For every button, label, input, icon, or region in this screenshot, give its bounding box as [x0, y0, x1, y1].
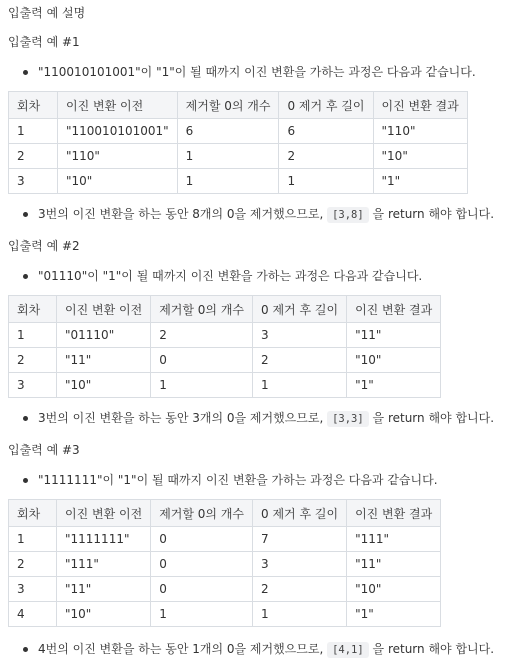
example-1-table — [8, 91, 468, 194]
cell: "1" — [347, 373, 441, 398]
table-row — [9, 602, 441, 627]
example-3-table — [8, 499, 441, 627]
cell: 1 — [253, 373, 347, 398]
answer-code: [4,1] — [327, 642, 369, 658]
conclusion-tail: 을 return 해야 합니다. — [372, 411, 495, 425]
cell: "111" — [57, 552, 151, 577]
cell: "01110" — [57, 323, 151, 348]
cell: 3 — [9, 373, 57, 398]
cell: 0 — [151, 348, 253, 373]
example-3-intro-list — [0, 471, 438, 489]
cell: 2 — [151, 323, 253, 348]
cell: 1 — [151, 373, 253, 398]
example-3-intro: "1111111"이 "1"이 될 때까지 이진 변환을 가하는 과정은 다음과 같습니다. — [0, 471, 438, 489]
example-2-intro-list — [0, 267, 422, 285]
cell: "110" — [58, 144, 178, 169]
cell: 1 — [9, 119, 58, 144]
example-3-conclusion — [0, 640, 494, 659]
cell: "110010101001" — [58, 119, 178, 144]
cell: 1 — [177, 169, 279, 194]
cell: 1 — [9, 527, 57, 552]
cell: 2 — [253, 577, 347, 602]
cell: 1 — [177, 144, 279, 169]
cell: "11" — [347, 323, 441, 348]
cell: 1 — [279, 169, 373, 194]
conclusion-text: 4번의 이진 변환을 하는 동안 1개의 0을 제거했으므로, — [38, 642, 324, 656]
cell: "10" — [58, 169, 178, 194]
cell: "10" — [57, 602, 151, 627]
table-header-row — [9, 296, 441, 323]
cell: 6 — [177, 119, 279, 144]
table-row — [9, 577, 441, 602]
example-2-intro: "01110"이 "1"이 될 때까지 이진 변환을 가하는 과정은 다음과 같습니다. — [0, 267, 422, 285]
cell: "11" — [57, 348, 151, 373]
example-1-intro-list — [0, 63, 476, 81]
col-zeros-removed: 제거할 0의 개수 — [151, 500, 253, 527]
cell: 2 — [253, 348, 347, 373]
example-2-conclusion — [0, 409, 494, 428]
cell: "11" — [57, 577, 151, 602]
col-round: 회차 — [9, 296, 57, 323]
cell: "10" — [57, 373, 151, 398]
cell: 0 — [151, 552, 253, 577]
table-row — [9, 552, 441, 577]
cell: 3 — [253, 552, 347, 577]
table-header-row — [9, 500, 441, 527]
col-result: 이진 변환 결과 — [347, 500, 441, 527]
table-row — [9, 144, 468, 169]
cell: "111" — [347, 527, 441, 552]
cell: 2 — [279, 144, 373, 169]
conclusion-tail: 을 return 해야 합니다. — [372, 642, 495, 656]
col-before: 이진 변환 이전 — [58, 92, 178, 119]
col-before: 이진 변환 이전 — [57, 500, 151, 527]
conclusion-text: 3번의 이진 변환을 하는 동안 3개의 0을 제거했으므로, — [38, 411, 324, 425]
table-header-row — [9, 92, 468, 119]
cell: 7 — [253, 527, 347, 552]
col-round: 회차 — [9, 500, 57, 527]
example-3-conclusion-list — [0, 640, 494, 659]
cell: "10" — [373, 144, 467, 169]
cell: "1" — [347, 602, 441, 627]
cell: 2 — [9, 348, 57, 373]
cell: "1" — [373, 169, 467, 194]
col-before: 이진 변환 이전 — [57, 296, 151, 323]
cell: 0 — [151, 577, 253, 602]
cell: 3 — [9, 169, 58, 194]
table-row — [9, 169, 468, 194]
conclusion-text: 3번의 이진 변환을 하는 동안 8개의 0을 제거했으므로, — [38, 207, 324, 221]
table-row — [9, 323, 441, 348]
col-zeros-removed: 제거할 0의 개수 — [177, 92, 279, 119]
table-row — [9, 527, 441, 552]
cell: 2 — [9, 144, 58, 169]
cell: 2 — [9, 552, 57, 577]
example-1-conclusion — [0, 205, 494, 224]
cell: 0 — [151, 527, 253, 552]
table-row — [9, 119, 468, 144]
col-length-after: 0 제거 후 길이 — [253, 500, 347, 527]
cell: "1111111" — [57, 527, 151, 552]
cell: 1 — [151, 602, 253, 627]
col-result: 이진 변환 결과 — [347, 296, 441, 323]
cell: 3 — [253, 323, 347, 348]
example-2-conclusion-list — [0, 409, 494, 428]
cell: 4 — [9, 602, 57, 627]
conclusion-tail: 을 return 해야 합니다. — [372, 207, 495, 221]
section-title: 입출력 예 설명 — [8, 6, 86, 20]
col-length-after: 0 제거 후 길이 — [253, 296, 347, 323]
example-2-table — [8, 295, 441, 398]
col-result: 이진 변환 결과 — [373, 92, 467, 119]
cell: 6 — [279, 119, 373, 144]
col-round: 회차 — [9, 92, 58, 119]
example-1-intro: "110010101001"이 "1"이 될 때까지 이진 변환을 가하는 과정은 다음과 같습니다. — [0, 63, 476, 81]
col-zeros-removed: 제거할 0의 개수 — [151, 296, 253, 323]
example-1-heading: 입출력 예 #1 — [8, 35, 80, 49]
cell: "10" — [347, 577, 441, 602]
example-2-heading: 입출력 예 #2 — [8, 239, 80, 253]
example-1-conclusion-list — [0, 205, 494, 224]
cell: "10" — [347, 348, 441, 373]
answer-code: [3,3] — [327, 411, 369, 427]
cell: 1 — [9, 323, 57, 348]
cell: 3 — [9, 577, 57, 602]
answer-code: [3,8] — [327, 207, 369, 223]
cell: 1 — [253, 602, 347, 627]
table-row — [9, 373, 441, 398]
cell: "11" — [347, 552, 441, 577]
col-length-after: 0 제거 후 길이 — [279, 92, 373, 119]
example-3-heading: 입출력 예 #3 — [8, 443, 80, 457]
table-row — [9, 348, 441, 373]
cell: "110" — [373, 119, 467, 144]
